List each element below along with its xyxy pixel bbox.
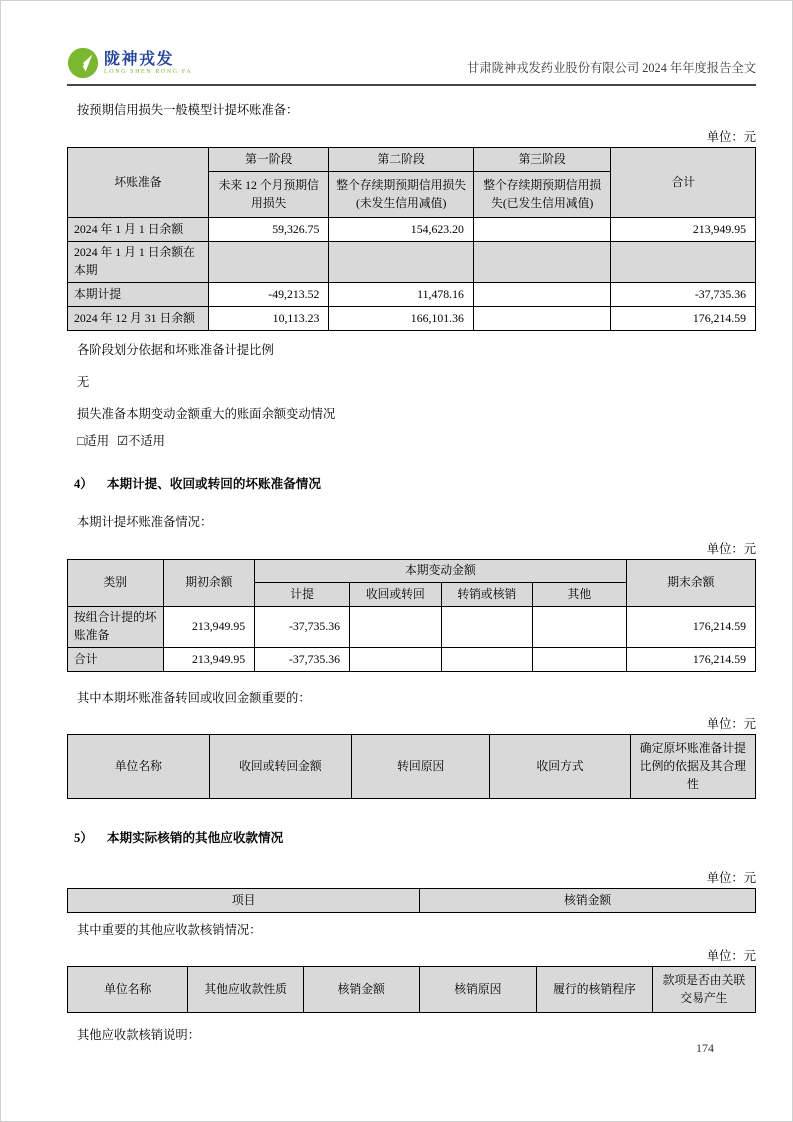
bad-debt-stage-table [67, 147, 756, 331]
value-cell: 176,214.59 [626, 606, 755, 647]
value-cell: -49,213.52 [209, 283, 329, 307]
value-cell: 59,326.75 [209, 218, 329, 242]
note-stage-basis: 各阶段划分依据和坏账准备计提比例 [77, 342, 274, 357]
header-cell: 期初余额 [163, 559, 255, 606]
header-cell: 核销原因 [419, 967, 537, 1013]
table-row [68, 218, 756, 242]
table-row [68, 283, 756, 307]
header-cell: 其他应收款性质 [188, 967, 304, 1013]
document-title: 甘肃陇神戎发药业股份有限公司 2024 年年度报告全文 [467, 61, 756, 75]
logo-text [104, 51, 192, 76]
header-cell: 单位名称 [68, 967, 188, 1013]
header-cell: 坏账准备 [68, 148, 209, 218]
label-cell: 2024 年 1 月 1 日余额 [68, 218, 209, 242]
table-row [68, 241, 756, 282]
table-header-row [68, 889, 756, 913]
header-cell: 单位名称 [68, 735, 210, 799]
applicability-line [77, 431, 756, 449]
recovery-intro: 其中本期坏账准备转回或收回金额重要的： [77, 690, 311, 705]
table-header-row [68, 559, 756, 583]
header-cell: 本期变动金额 [255, 559, 627, 583]
header-cell: 未来 12 个月预期信用损失 [209, 171, 329, 217]
recovery-table [67, 734, 756, 799]
unit-label-4: 单位：元 [706, 871, 756, 886]
value-cell: 10,113.23 [209, 307, 329, 331]
page-header [67, 45, 756, 79]
value-cell [350, 606, 442, 647]
logo-brand-cn: 陇神戎发 [104, 50, 175, 68]
writeoff-note: 其他应收款核销说明： [77, 1028, 200, 1043]
value-cell: 213,949.95 [163, 648, 255, 672]
header-cell: 第三阶段 [473, 148, 611, 172]
value-cell [473, 241, 611, 282]
header-cell: 确定原坏账准备计提比例的依据及其合理性 [630, 735, 755, 799]
writeoff-summary-table [67, 888, 756, 913]
header-cell: 转回原因 [352, 735, 490, 799]
value-cell [329, 241, 473, 282]
company-logo [67, 47, 192, 79]
important-writeoff-note: 其中重要的其他应收款核销情况： [77, 922, 262, 937]
label-cell: 本期计提 [68, 283, 209, 307]
value-cell: 213,949.95 [163, 606, 255, 647]
label-cell: 2024 年 1 月 1 日余额在本期 [68, 241, 209, 282]
value-cell [209, 241, 329, 282]
label-cell: 合计 [68, 648, 164, 672]
provision-change-table [67, 559, 756, 672]
value-cell [473, 307, 611, 331]
header-cell: 计提 [255, 583, 350, 607]
logo-icon [67, 47, 99, 79]
value-cell [350, 648, 442, 672]
header-cell: 收回或转回金额 [209, 735, 351, 799]
section-number: 5） [74, 831, 93, 846]
table-header-row [68, 148, 756, 172]
provision-intro: 本期计提坏账准备情况： [77, 515, 213, 530]
header-cell: 转销或核销 [441, 583, 533, 607]
value-cell: 176,214.59 [626, 648, 755, 672]
table-row [68, 648, 756, 672]
checkbox-not-applicable: ☑不适用 [117, 434, 165, 449]
header-cell: 款项是否由关联交易产生 [652, 967, 755, 1013]
value-cell [611, 241, 756, 282]
note-major-change: 损失准备本期变动金额重大的账面余额变动情况 [77, 407, 336, 422]
table-row [68, 307, 756, 331]
page-number: 174 [696, 1041, 714, 1055]
value-cell: -37,735.36 [255, 648, 350, 672]
intro-line: 按预期信用损失一般模型计提坏账准备： [77, 103, 299, 117]
header-cell: 第二阶段 [329, 148, 473, 172]
section-4-heading [74, 473, 756, 492]
header-cell: 核销金额 [303, 967, 419, 1013]
section-title: 本期计提、收回或转回的坏账准备情况 [106, 477, 321, 492]
value-cell: 213,949.95 [611, 218, 756, 242]
header-cell: 整个存续期预期信用损失(已发生信用减值) [473, 171, 611, 217]
logo-brand-en: LONG SHEN RONG FA [104, 69, 193, 76]
value-cell [533, 648, 627, 672]
value-cell: 154,623.20 [329, 218, 473, 242]
value-cell: -37,735.36 [611, 283, 756, 307]
value-cell [533, 606, 627, 647]
header-cell: 其他 [533, 583, 627, 607]
value-cell: 176,214.59 [611, 307, 756, 331]
header-cell: 收回或转回 [350, 583, 442, 607]
header-cell: 整个存续期预期信用损失(未发生信用减值) [329, 171, 473, 217]
table-header-row [68, 967, 756, 1013]
value-cell: 11,478.16 [329, 283, 473, 307]
value-cell: -37,735.36 [255, 606, 350, 647]
table-row [68, 606, 756, 647]
header-cell: 第一阶段 [209, 148, 329, 172]
section-title: 本期实际核销的其他应收款情况 [106, 831, 284, 846]
unit-label-1: 单位：元 [706, 130, 756, 145]
unit-label-5: 单位：元 [706, 949, 756, 964]
header-cell: 项目 [68, 889, 420, 913]
checkbox-applicable: □适用 [77, 434, 110, 449]
header-cell: 核销金额 [420, 889, 756, 913]
value-cell [473, 218, 611, 242]
section-5-heading [74, 827, 756, 846]
unit-label-3: 单位：元 [706, 717, 756, 732]
header-cell: 期末余额 [626, 559, 755, 606]
value-cell [441, 606, 533, 647]
header-cell: 履行的核销程序 [537, 967, 653, 1013]
label-cell: 2024 年 12 月 31 日余额 [68, 307, 209, 331]
header-cell: 类别 [68, 559, 164, 606]
header-divider [67, 84, 756, 86]
unit-label-2: 单位：元 [706, 541, 756, 556]
section-number: 4） [74, 477, 93, 492]
note-none: 无 [77, 374, 90, 389]
table-header-row [68, 735, 756, 799]
value-cell [473, 283, 611, 307]
value-cell [441, 648, 533, 672]
writeoff-detail-table [67, 966, 756, 1013]
value-cell: 166,101.36 [329, 307, 473, 331]
label-cell: 按组合计提的坏账准备 [68, 606, 164, 647]
header-cell: 合计 [611, 148, 756, 218]
header-cell: 收回方式 [490, 735, 630, 799]
